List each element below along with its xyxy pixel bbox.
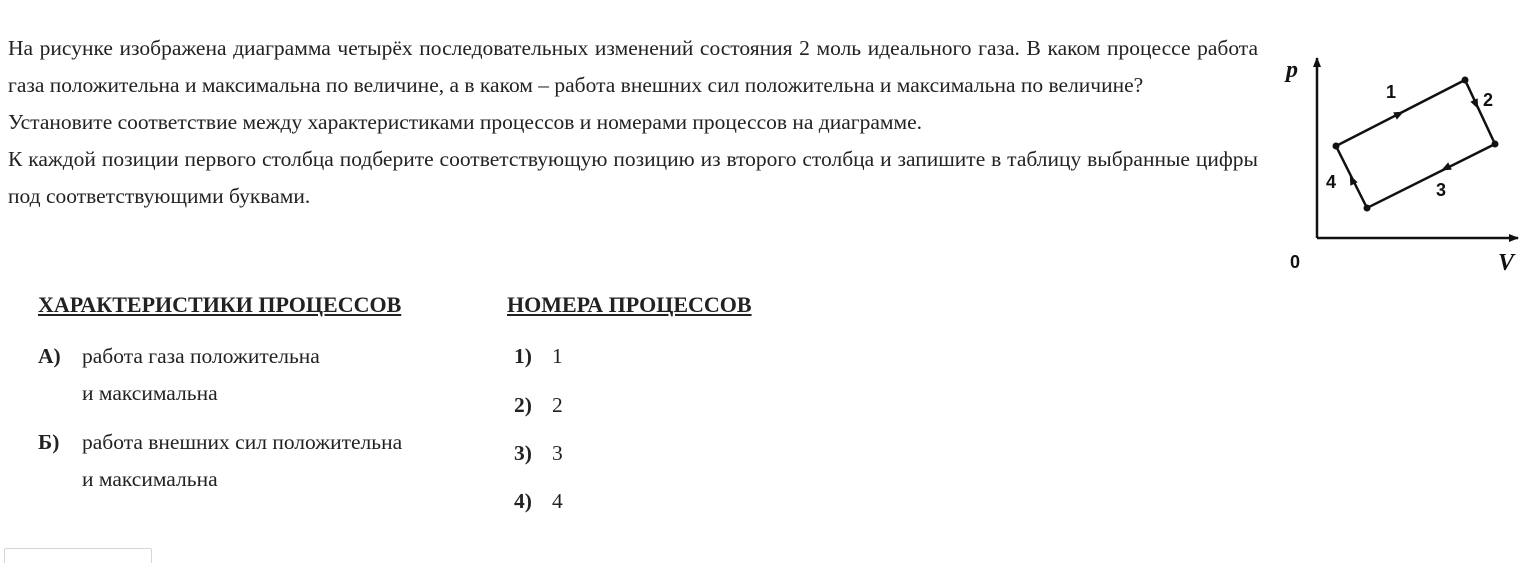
answer-table-edge — [4, 548, 152, 563]
origin-label: 0 — [1290, 252, 1301, 272]
characteristics-header: ХАРАКТЕРИСТИКИ ПРОЦЕССОВ — [38, 292, 402, 317]
process-cycle — [1336, 80, 1495, 208]
process-number-key: 4) — [514, 489, 532, 513]
process-number-value: 1 — [552, 344, 563, 368]
process-number-key: 3) — [514, 441, 532, 465]
process-label-2: 2 — [1483, 90, 1494, 110]
state-point — [1492, 141, 1499, 148]
numbers-header: НОМЕРА ПРОЦЕССОВ — [507, 292, 752, 317]
process-number-key: 1) — [514, 344, 532, 368]
x-axis-label: V — [1498, 250, 1515, 276]
arrow-process-2-icon — [1470, 98, 1481, 110]
process-label-3: 3 — [1436, 180, 1447, 200]
process-number-value: 4 — [552, 489, 563, 513]
pv-diagram — [1272, 40, 1532, 280]
characteristic-key: А) — [38, 344, 61, 368]
characteristic-line-1: работа газа положительна — [82, 344, 320, 368]
state-point — [1333, 143, 1340, 150]
state-point — [1364, 205, 1371, 212]
question-paragraph-2: Установите соответствие между характеристиками процессов и номерами процессов на диаграмме. — [8, 110, 923, 134]
process-number-value: 3 — [552, 441, 563, 465]
process-label-1: 1 — [1386, 82, 1397, 102]
state-point — [1462, 77, 1469, 84]
arrow-process-1-icon — [1393, 108, 1406, 120]
process-label-4: 4 — [1326, 172, 1337, 192]
characteristic-key: Б) — [38, 430, 60, 454]
arrow-process-3-icon — [1439, 162, 1452, 174]
y-axis-label: p — [1286, 57, 1298, 83]
question-paragraph-1: На рисунке изображена диаграмма четырёх последовательных изменений состояния 2 моль идеального газа. В каком процессе работа газа положительна и максимальна по величине, а в каком – работа внешних сил положительна и максимальна по величине? — [8, 36, 1258, 97]
process-number-key: 2) — [514, 393, 532, 417]
question-text — [8, 30, 1258, 215]
characteristic-line-2: и максимальна — [82, 381, 218, 405]
characteristic-line-2: и максимальна — [82, 467, 218, 491]
question-paragraph-3: К каждой позиции первого столбца подберите соответствующую позицию из второго столбца и запишите в таблицу выбранные цифры под соответствующими буквами. — [8, 147, 1258, 208]
process-number-value: 2 — [552, 393, 563, 417]
characteristic-line-1: работа внешних сил положительна — [82, 430, 403, 454]
